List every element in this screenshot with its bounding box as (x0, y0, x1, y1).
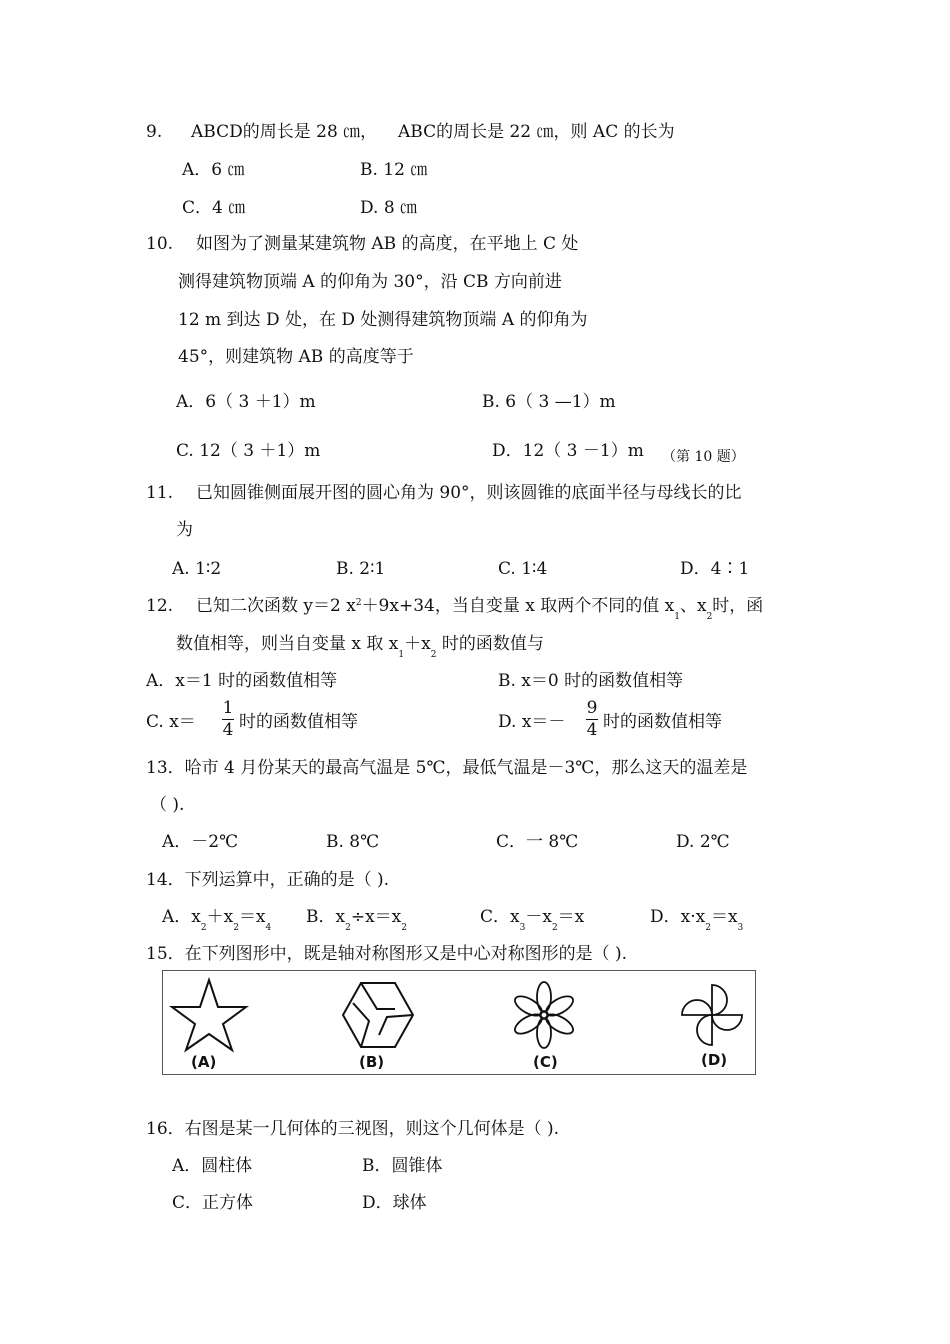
q13-option-c: C．一 8℃ (496, 832, 579, 852)
q10-line-4: 45°，则建筑物 AB 的高度等于 (178, 347, 414, 367)
q13-option-a: A．－2℃ (162, 832, 239, 852)
q10-line-2: 测得建筑物顶端 A 的仰角为 30°，沿 CB 方向前进 (178, 272, 562, 292)
q13-line-1: 13．哈市 4 月份某天的最高气温是 5℃，最低气温是－3℃，那么这天的温差是 (146, 758, 748, 778)
star-figure (169, 977, 249, 1053)
q10-line-3: 12 m 到达 D 处，在 D 处测得建筑物顶端 A 的仰角为 (178, 310, 588, 330)
q15-label-c: (C) (533, 1053, 558, 1071)
q12-option-c-fraction: 1 4 (222, 698, 234, 740)
q11-line-2: 为 (176, 520, 193, 540)
q16-option-c: C．正方体 (172, 1193, 254, 1213)
q11-option-d: D．4∶1 (680, 559, 750, 579)
q9-option-b: B. 12 ㎝ (360, 160, 428, 180)
q10-figure-caption: （第 10 题） (662, 449, 745, 465)
q16-option-b: B．圆锥体 (362, 1156, 443, 1176)
q12-line-1: 已知二次函数 y＝2 $x^2+9x+34$，当自变量 x 取两个不同的值 $x_1$、$x_2$时，函 (196, 596, 764, 622)
q12-option-d-fraction: 9 4 (586, 698, 598, 740)
q14-option-c: C．$x_3-x_2=x$ (480, 907, 585, 933)
q12-line-2: 数值相等，则当自变量 x 取 $x_1+x_2$ 时的函数值与 (176, 634, 544, 660)
q15-label-d: (D) (701, 1051, 728, 1069)
q10-option-d: D．12（ 3 －1）m (492, 441, 644, 461)
q10-option-b: B. 6（ 3 —1）m (482, 392, 616, 412)
q14-line-1: 14．下列运算中，正确的是（ ). (146, 870, 390, 890)
flower-figure (507, 979, 581, 1051)
q13-line-2: （ ). (150, 795, 185, 815)
q15-label-b: (B) (359, 1053, 385, 1071)
q12-option-c-suffix: 时的函数值相等 (239, 712, 358, 732)
q9-option-c: C．4 ㎝ (182, 198, 246, 218)
q9-option-a: A．6 ㎝ (182, 160, 245, 180)
q13-option-b: B. 8℃ (326, 832, 380, 852)
q10-option-a: A．6（ 3 ＋1）m (176, 392, 316, 412)
q14-option-b: B．$x_2\div x=x_2$ (306, 907, 407, 933)
q9-stem-part2: ABC的周长是 22 ㎝，则 AC 的长为 (398, 122, 675, 142)
q12-option-d-prefix: D. x＝－ (498, 712, 566, 732)
q14-option-d: D．$x\cdot x_2=x_3$ (650, 907, 744, 933)
q15-figure-box (162, 970, 756, 1075)
q12-option-b: B. x＝0 时的函数值相等 (498, 671, 684, 691)
q12-option-c-prefix: C. x＝ (146, 712, 196, 732)
q16-line-1: 16．右图是某一几何体的三视图，则这个几何体是（ ). (146, 1119, 560, 1139)
q9-stem-part1: ABCD的周长是 28 ㎝， (191, 122, 378, 142)
q10-number: 10. (146, 234, 174, 254)
q10-option-c: C. 12（ 3 ＋1）m (176, 441, 321, 461)
q11-option-c: C. 1∶4 (498, 559, 548, 579)
q15-line-1: 15．在下列图形中，既是轴对称图形又是中心对称图形的是（ ). (146, 944, 628, 964)
q12-number: 12. (146, 596, 174, 616)
q11-line-1: 已知圆锥侧面展开图的圆心角为 90°，则该圆锥的底面半径与母线长的比 (196, 483, 742, 503)
q14-option-a: A．$x_2+x_2=x_4$ (162, 907, 272, 933)
q16-option-a: A．圆柱体 (172, 1156, 253, 1176)
q13-option-d: D. 2℃ (676, 832, 730, 852)
interlocking-hexagon-figure (339, 979, 417, 1051)
q9-number: 9. (146, 122, 163, 142)
q16-option-d: D．球体 (362, 1193, 427, 1213)
q12-option-d-suffix: 时的函数值相等 (603, 712, 722, 732)
q10-line-1: 如图为了测量某建筑物 AB 的高度，在平地上 C 处 (196, 234, 579, 254)
q12-option-a: A．x＝1 时的函数值相等 (146, 671, 338, 691)
q9-option-d: D. 8 ㎝ (360, 198, 418, 218)
q11-option-b: B. 2∶1 (336, 559, 386, 579)
pinwheel-figure (675, 979, 749, 1051)
q11-option-a: A. 1∶2 (172, 559, 222, 579)
q15-label-a: (A) (191, 1053, 217, 1071)
q11-number: 11. (146, 483, 174, 503)
